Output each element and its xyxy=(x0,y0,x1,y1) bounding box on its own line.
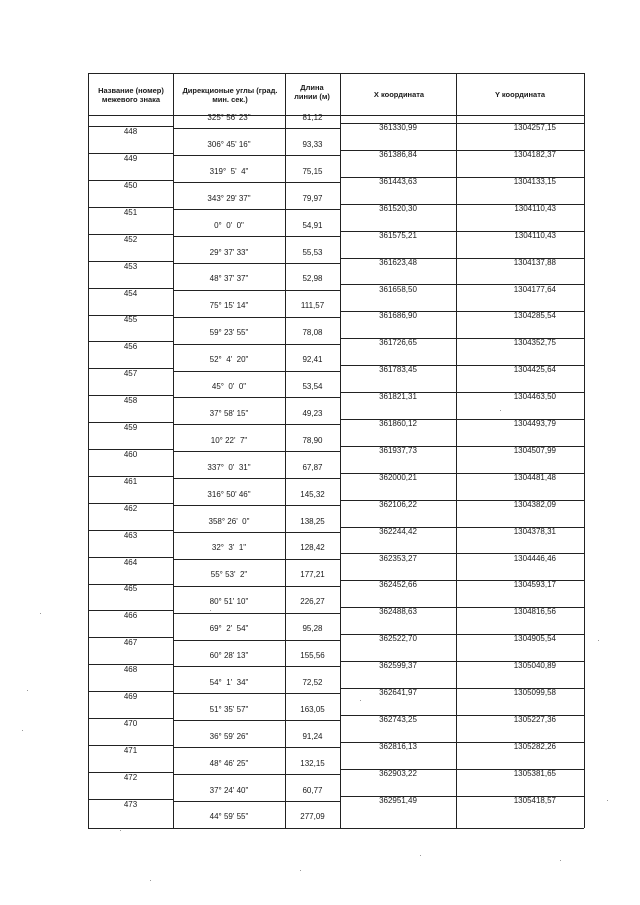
segment-length: 177,21 xyxy=(300,570,325,579)
scan-speck xyxy=(120,830,121,831)
header-name: Название (номер) межевого знака xyxy=(98,86,164,104)
segment-angle: 55° 53' 2" xyxy=(210,570,248,579)
segment-angle: 29° 37' 33" xyxy=(209,248,249,257)
point-x: 362599,37 xyxy=(379,661,417,670)
row-divider xyxy=(173,182,340,183)
segment-angle: 44° 59' 55" xyxy=(209,812,249,821)
scan-speck xyxy=(560,860,561,861)
row-divider xyxy=(173,801,340,802)
point-y: 1304137,88 xyxy=(513,258,556,267)
row-divider xyxy=(173,693,340,694)
row-divider xyxy=(173,478,340,479)
point-x: 361821,31 xyxy=(379,392,417,401)
segment-angle: 337° 0' 31" xyxy=(207,463,251,472)
point-name: 472 xyxy=(123,773,138,782)
point-name: 448 xyxy=(123,127,138,136)
point-y: 1304378,31 xyxy=(513,527,556,536)
point-x: 361443,63 xyxy=(379,177,417,186)
point-name: 454 xyxy=(123,289,138,298)
segment-length: 81,12 xyxy=(302,113,323,122)
segment-length: 75,15 xyxy=(302,167,323,176)
point-name: 457 xyxy=(123,369,138,378)
point-name: 462 xyxy=(123,504,138,513)
point-name: 473 xyxy=(123,800,138,809)
row-divider xyxy=(173,666,340,667)
scan-speck xyxy=(40,613,41,614)
row-divider xyxy=(173,774,340,775)
point-y: 1304110,43 xyxy=(514,204,556,213)
segment-angle: 343° 29' 37" xyxy=(207,194,251,203)
segment-length: 53,54 xyxy=(302,382,323,391)
row-divider xyxy=(173,505,340,506)
point-y: 1304382,09 xyxy=(513,500,556,509)
point-x: 362743,25 xyxy=(379,715,417,724)
point-name: 468 xyxy=(123,665,138,674)
header-angle: Дирекционые углы (град. мин. сек.) xyxy=(182,86,278,104)
segment-length: 132,15 xyxy=(300,759,325,768)
row-divider xyxy=(173,613,340,614)
scan-speck xyxy=(150,880,151,881)
point-name: 461 xyxy=(123,477,138,486)
segment-length: 55,53 xyxy=(302,248,323,257)
row-divider xyxy=(173,236,340,237)
segment-angle: 10° 22' 7" xyxy=(210,436,248,445)
point-name: 453 xyxy=(123,262,138,271)
segment-angle: 36° 59' 26" xyxy=(209,732,249,741)
point-x: 362353,27 xyxy=(379,554,417,563)
row-divider xyxy=(173,155,340,156)
point-y: 1304182,37 xyxy=(513,150,556,159)
segment-angle: 59° 23' 55" xyxy=(209,328,249,337)
point-x: 361623,48 xyxy=(379,258,417,267)
segment-angle: 0° 0' 0" xyxy=(214,221,244,230)
segment-length: 277,09 xyxy=(300,812,325,821)
segment-angle: 358° 26' 0" xyxy=(208,517,250,526)
point-x: 362816,13 xyxy=(379,742,417,751)
row-divider xyxy=(173,290,340,291)
point-x: 361860,12 xyxy=(379,419,417,428)
scan-speck xyxy=(27,690,28,691)
point-y: 1304446,46 xyxy=(513,554,556,563)
point-y: 1305282,26 xyxy=(513,742,556,751)
point-y: 1304481,48 xyxy=(513,473,556,482)
segment-length: 52,98 xyxy=(302,274,323,283)
header-length: Длина линии (м) xyxy=(294,83,330,101)
point-name: 465 xyxy=(123,584,138,593)
scan-speck xyxy=(300,870,301,871)
point-x: 362244,42 xyxy=(379,527,417,536)
segment-length: 54,91 xyxy=(302,221,323,230)
segment-length: 78,08 xyxy=(302,328,323,337)
point-y: 1304816,56 xyxy=(513,607,556,616)
row-divider xyxy=(173,586,340,587)
segment-length: 111,57 xyxy=(300,301,325,310)
point-name: 450 xyxy=(123,181,138,190)
point-y: 1305227,36 xyxy=(513,715,556,724)
point-name: 464 xyxy=(123,558,138,567)
point-name: 460 xyxy=(123,450,138,459)
row-divider xyxy=(173,640,340,641)
row-divider xyxy=(173,424,340,425)
segment-angle: 325° 56' 23" xyxy=(207,113,251,122)
scan-speck xyxy=(210,610,211,611)
point-x: 362641,97 xyxy=(379,688,417,697)
segment-length: 163,05 xyxy=(300,705,325,714)
point-name: 456 xyxy=(123,342,138,351)
column-divider xyxy=(584,73,585,828)
scan-speck xyxy=(598,640,599,641)
segment-angle: 37° 24' 40" xyxy=(209,786,249,795)
segment-angle: 80° 51' 10" xyxy=(209,597,249,606)
row-divider xyxy=(173,263,340,264)
point-name: 470 xyxy=(123,719,138,728)
point-name: 466 xyxy=(123,611,138,620)
point-x: 361386,84 xyxy=(379,150,417,159)
segment-length: 60,77 xyxy=(302,786,323,795)
segment-angle: 69° 2' 54" xyxy=(209,624,249,633)
point-x: 361658,50 xyxy=(379,285,417,294)
point-x: 362522,70 xyxy=(379,634,417,643)
row-divider xyxy=(173,397,340,398)
point-x: 361726,65 xyxy=(379,338,417,347)
point-y: 1305099,58 xyxy=(513,688,556,697)
row-divider xyxy=(173,128,340,129)
row-divider xyxy=(173,532,340,533)
point-name: 463 xyxy=(123,531,138,540)
point-y: 1304593,17 xyxy=(513,580,556,589)
segment-angle: 316° 50' 46" xyxy=(207,490,251,499)
segment-length: 78,90 xyxy=(302,436,323,445)
point-x: 362452,66 xyxy=(379,580,417,589)
point-y: 1304285,54 xyxy=(513,311,556,320)
point-x: 362000,21 xyxy=(379,473,417,482)
segment-length: 138,25 xyxy=(300,517,325,526)
segment-angle: 54° 1' 34" xyxy=(209,678,249,687)
point-x: 361575,21 xyxy=(379,231,417,240)
segment-length: 95,28 xyxy=(302,624,323,633)
point-y: 1304463,50 xyxy=(513,392,556,401)
row-divider xyxy=(173,344,340,345)
segment-angle: 32° 3' 1" xyxy=(211,543,247,552)
segment-angle: 75° 15' 14" xyxy=(209,301,249,310)
row-divider xyxy=(173,371,340,372)
header-bottom-border xyxy=(88,115,584,116)
point-name: 471 xyxy=(123,746,138,755)
point-name: 469 xyxy=(123,692,138,701)
point-name: 451 xyxy=(123,208,138,217)
segment-length: 128,42 xyxy=(300,543,325,552)
scan-speck xyxy=(420,855,421,856)
point-x: 361686,90 xyxy=(379,311,417,320)
segment-length: 145,32 xyxy=(300,490,325,499)
segment-length: 79,97 xyxy=(302,194,323,203)
segment-length: 92,41 xyxy=(302,355,323,364)
point-y: 1304352,75 xyxy=(513,338,556,347)
point-name: 452 xyxy=(123,235,138,244)
segment-angle: 51° 35' 57" xyxy=(209,705,249,714)
table-bottom-border xyxy=(88,828,584,829)
segment-angle: 48° 37' 37" xyxy=(209,274,249,283)
row-divider xyxy=(173,317,340,318)
segment-angle: 306° 45' 16" xyxy=(207,140,251,149)
segment-length: 72,52 xyxy=(302,678,323,687)
point-y: 1304257,15 xyxy=(513,123,556,132)
point-x: 361783,45 xyxy=(379,365,417,374)
point-x: 362951,49 xyxy=(379,796,417,805)
point-y: 1304177,64 xyxy=(513,285,556,294)
segment-length: 93,33 xyxy=(302,140,323,149)
point-x: 362106,22 xyxy=(379,500,417,509)
segment-length: 67,87 xyxy=(302,463,323,472)
point-x: 361937,73 xyxy=(379,446,417,455)
point-name: 449 xyxy=(123,154,138,163)
point-name: 459 xyxy=(123,423,138,432)
segment-angle: 37° 58' 15" xyxy=(209,409,249,418)
header-x: X координата xyxy=(373,90,425,99)
segment-length: 226,27 xyxy=(300,597,325,606)
segment-length: 155,56 xyxy=(300,651,325,660)
segment-angle: 60° 28' 13" xyxy=(209,651,249,660)
point-y: 1304507,99 xyxy=(513,446,556,455)
point-y: 1304425,64 xyxy=(513,365,556,374)
segment-angle: 48° 46' 25" xyxy=(209,759,249,768)
point-name: 455 xyxy=(123,315,138,324)
row-divider xyxy=(173,559,340,560)
scan-speck xyxy=(500,410,501,411)
point-name: 458 xyxy=(123,396,138,405)
point-name: 467 xyxy=(123,638,138,647)
segment-angle: 319° 5' 4" xyxy=(209,167,249,176)
point-y: 1305418,57 xyxy=(513,796,556,805)
point-y: 1304110,43 xyxy=(514,231,556,240)
point-x: 361520,30 xyxy=(379,204,417,213)
header-top-border xyxy=(88,73,584,74)
point-x: 362488,63 xyxy=(379,607,417,616)
point-y: 1304133,15 xyxy=(513,177,556,186)
scan-speck xyxy=(22,730,23,731)
point-y: 1304493,79 xyxy=(513,419,556,428)
scan-speck xyxy=(360,700,361,701)
segment-angle: 45° 0' 0" xyxy=(211,382,247,391)
point-x: 362903,22 xyxy=(379,769,417,778)
point-y: 1305381,65 xyxy=(513,769,556,778)
segment-length: 91,24 xyxy=(302,732,323,741)
row-divider xyxy=(173,451,340,452)
scan-speck xyxy=(607,800,608,801)
point-y: 1305040,89 xyxy=(513,661,556,670)
point-x: 361330,99 xyxy=(379,123,417,132)
row-divider xyxy=(173,209,340,210)
segment-angle: 52° 4' 20" xyxy=(209,355,249,364)
column-divider xyxy=(88,73,89,828)
header-y: Y координата xyxy=(494,90,546,99)
row-divider xyxy=(173,747,340,748)
segment-length: 49,23 xyxy=(302,409,323,418)
point-y: 1304905,54 xyxy=(513,634,556,643)
row-divider xyxy=(173,720,340,721)
